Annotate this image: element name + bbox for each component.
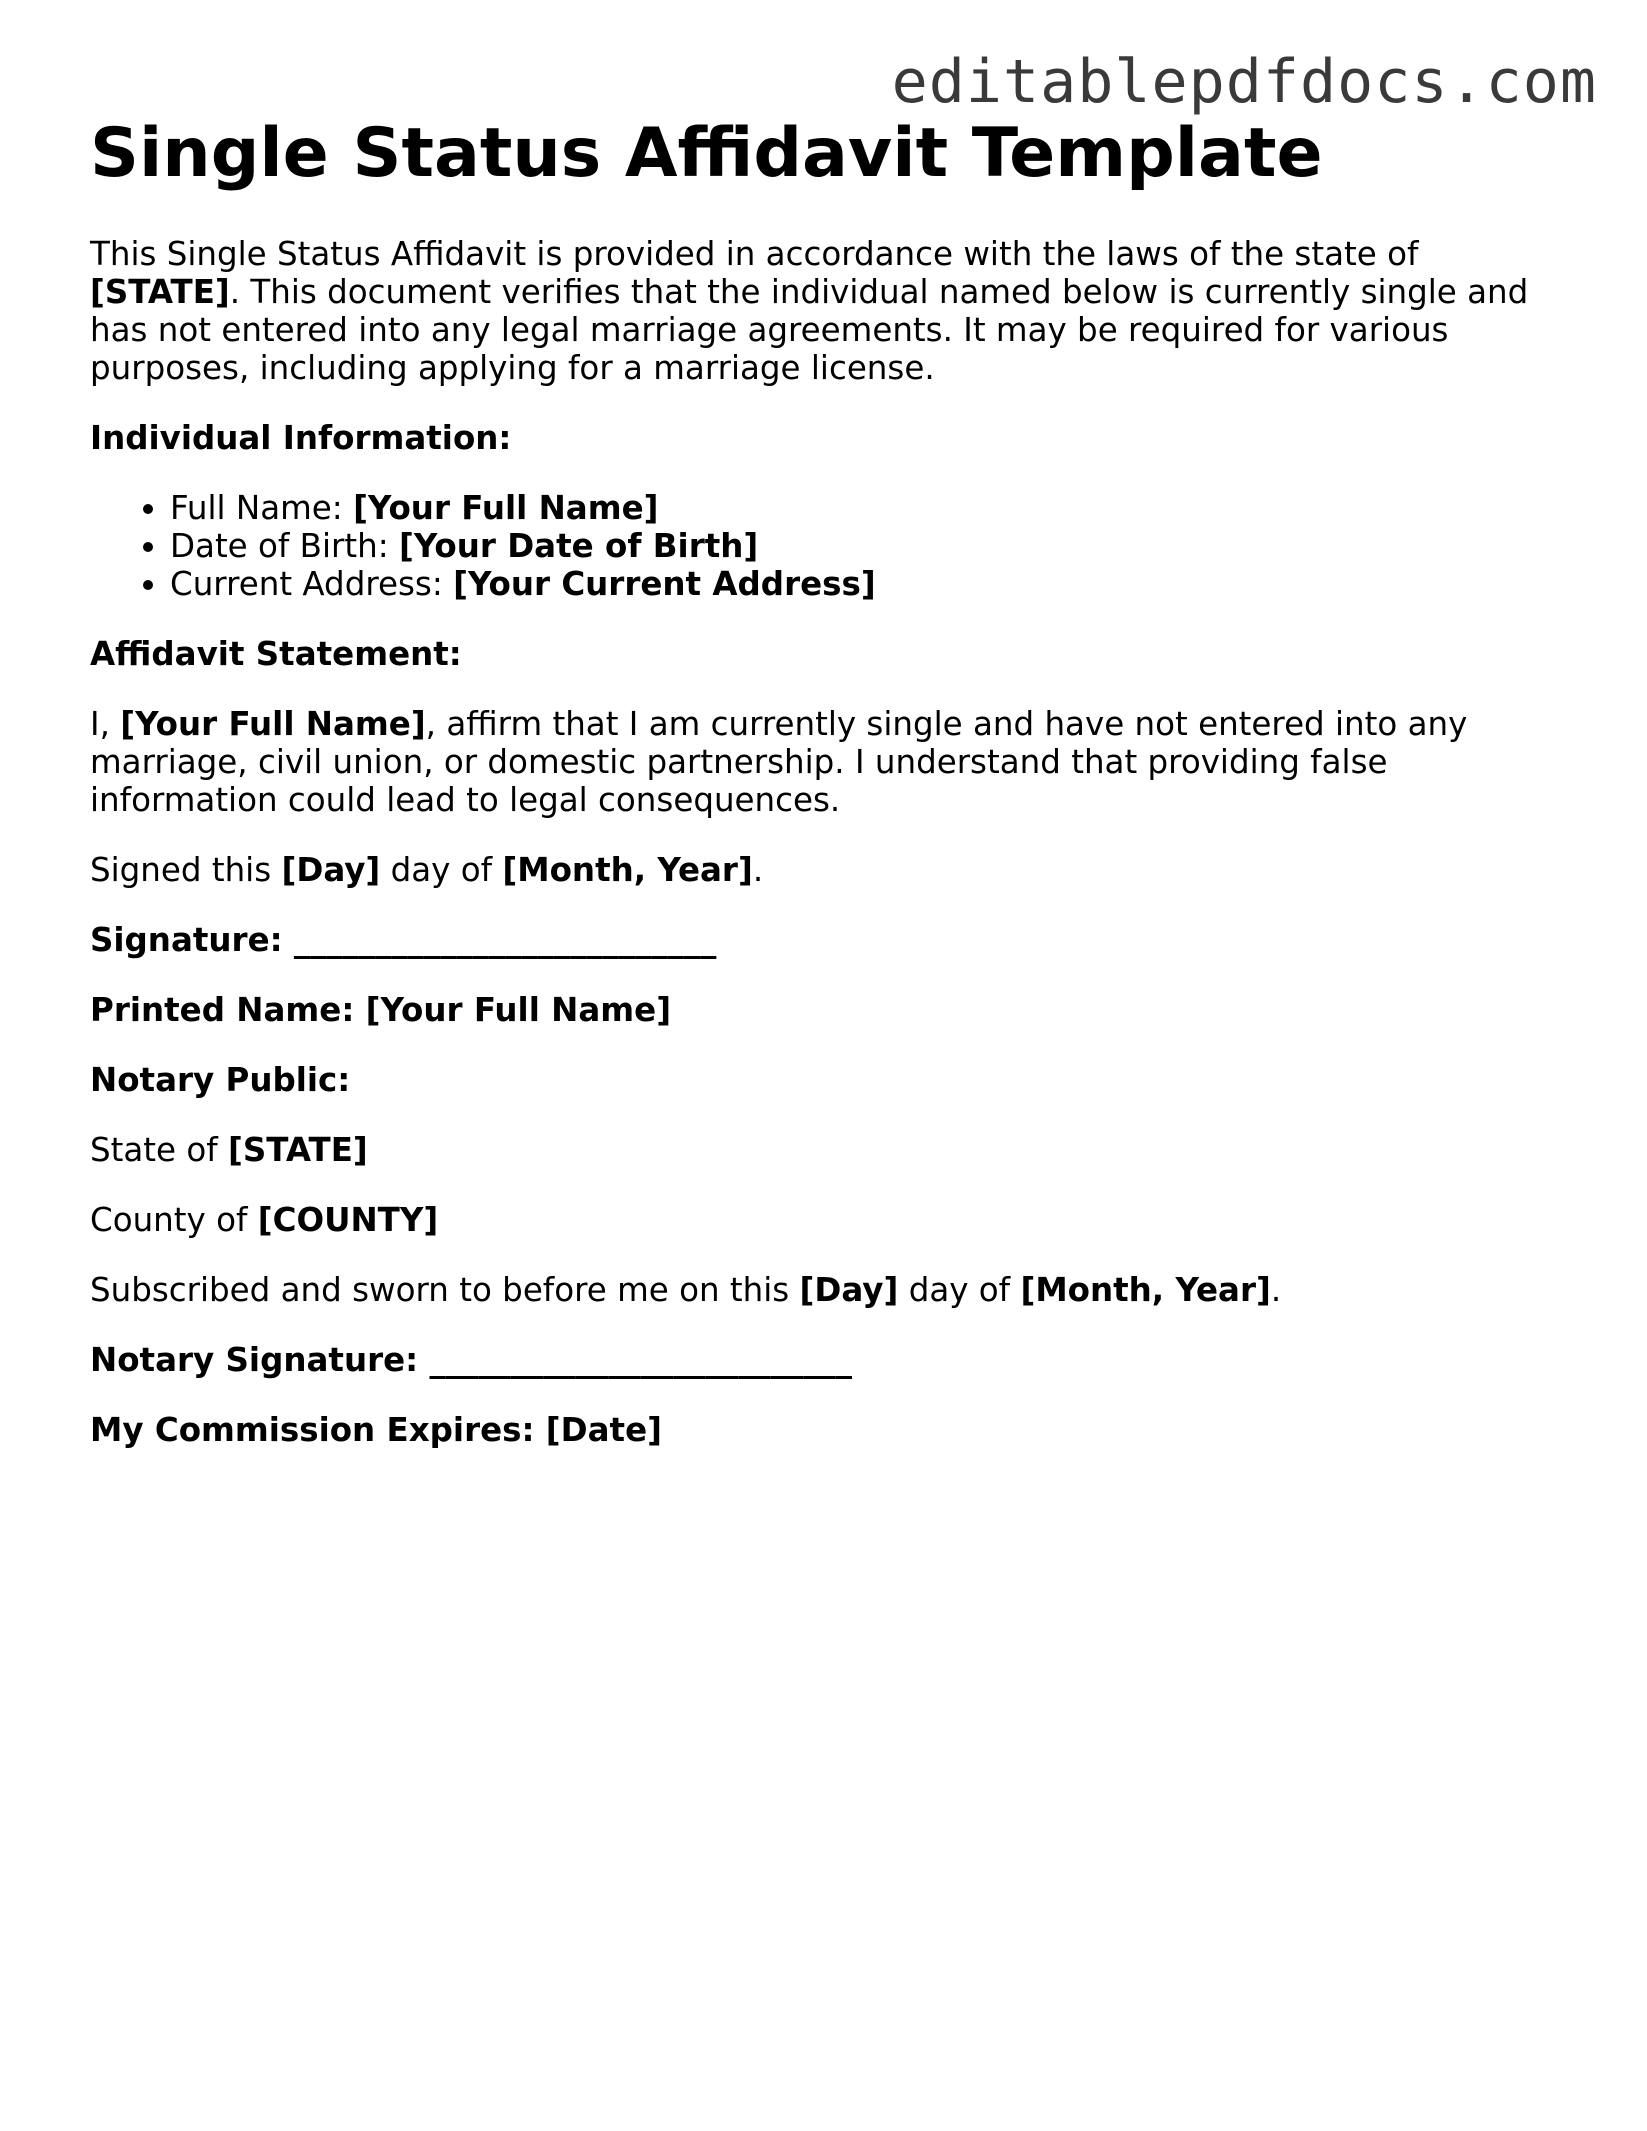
sworn-month-year-placeholder: [Month, Year]: [1020, 1271, 1271, 1310]
notary-heading: Notary Public:: [90, 1061, 351, 1100]
document-title: Single Status Affidavit Template: [90, 114, 1323, 193]
individual-info-list: [90, 489, 1560, 603]
individual-info-heading: Individual Information:: [90, 419, 512, 458]
list-item-address: [170, 565, 1560, 603]
signed-day-placeholder: [Day]: [281, 851, 381, 890]
sworn-suffix: .: [1270, 1271, 1282, 1310]
affidavit-text: , affirm that I am currently single and have not entered into any marriage, civil union, or domestic partnership. I understand that providing false information could lead to legal consequences.: [90, 705, 1468, 820]
notary-state-line: [90, 1131, 1560, 1169]
signed-prefix: Signed this: [90, 851, 282, 890]
notary-sworn-line: [90, 1271, 1560, 1309]
affidavit-statement: [90, 705, 1560, 819]
list-item-full-name: [170, 489, 1560, 527]
notary-county-placeholder: [COUNTY]: [257, 1201, 439, 1240]
address-value: [Your Current Address]: [453, 565, 876, 604]
notary-state-placeholder: [STATE]: [228, 1131, 368, 1170]
dob-value: [Your Date of Birth]: [398, 527, 759, 566]
full-name-value: [Your Full Name]: [353, 489, 659, 528]
signed-middle: day of: [380, 851, 503, 890]
full-name-label: Full Name:: [170, 489, 354, 528]
commission-expires-line: My Commission Expires: [Date]: [90, 1411, 662, 1450]
affidavit-prefix: I,: [90, 705, 121, 744]
intro-state-placeholder: [STATE]: [90, 273, 230, 312]
notary-county-label: County of: [90, 1201, 258, 1240]
intro-paragraph: [90, 235, 1560, 387]
list-item-date-of-birth: [170, 527, 1560, 565]
signed-month-year-placeholder: [Month, Year]: [502, 851, 753, 890]
dob-label: Date of Birth:: [170, 527, 399, 566]
notary-county-line: [90, 1201, 1560, 1239]
affidavit-heading: Affidavit Statement:: [90, 635, 462, 674]
sworn-middle: day of: [898, 1271, 1021, 1310]
intro-text-1: This Single Status Affidavit is provided in accordance with the laws of the state of: [90, 235, 1419, 274]
notary-signature-line[interactable]: Notary Signature: __________________________: [90, 1341, 852, 1380]
address-label: Current Address:: [170, 565, 454, 604]
printed-name-line: Printed Name: [Your Full Name]: [90, 991, 672, 1030]
watermark: editablepdfdocs.com: [891, 47, 1597, 117]
intro-text-2: . This document verifies that the individual named below is currently single and has not entered into any legal marriage agreements. It may be required for various purposes, including applying for a marriage license.: [90, 273, 1529, 388]
document-page: [90, 115, 1560, 1449]
notary-state-label: State of: [90, 1131, 229, 1170]
signed-suffix: .: [752, 851, 764, 890]
signature-line[interactable]: Signature: __________________________: [90, 921, 717, 960]
affidavit-name-placeholder: [Your Full Name]: [120, 705, 426, 744]
signed-date-line: [90, 851, 1560, 889]
sworn-prefix: Subscribed and sworn to before me on this: [90, 1271, 800, 1310]
sworn-day-placeholder: [Day]: [799, 1271, 899, 1310]
